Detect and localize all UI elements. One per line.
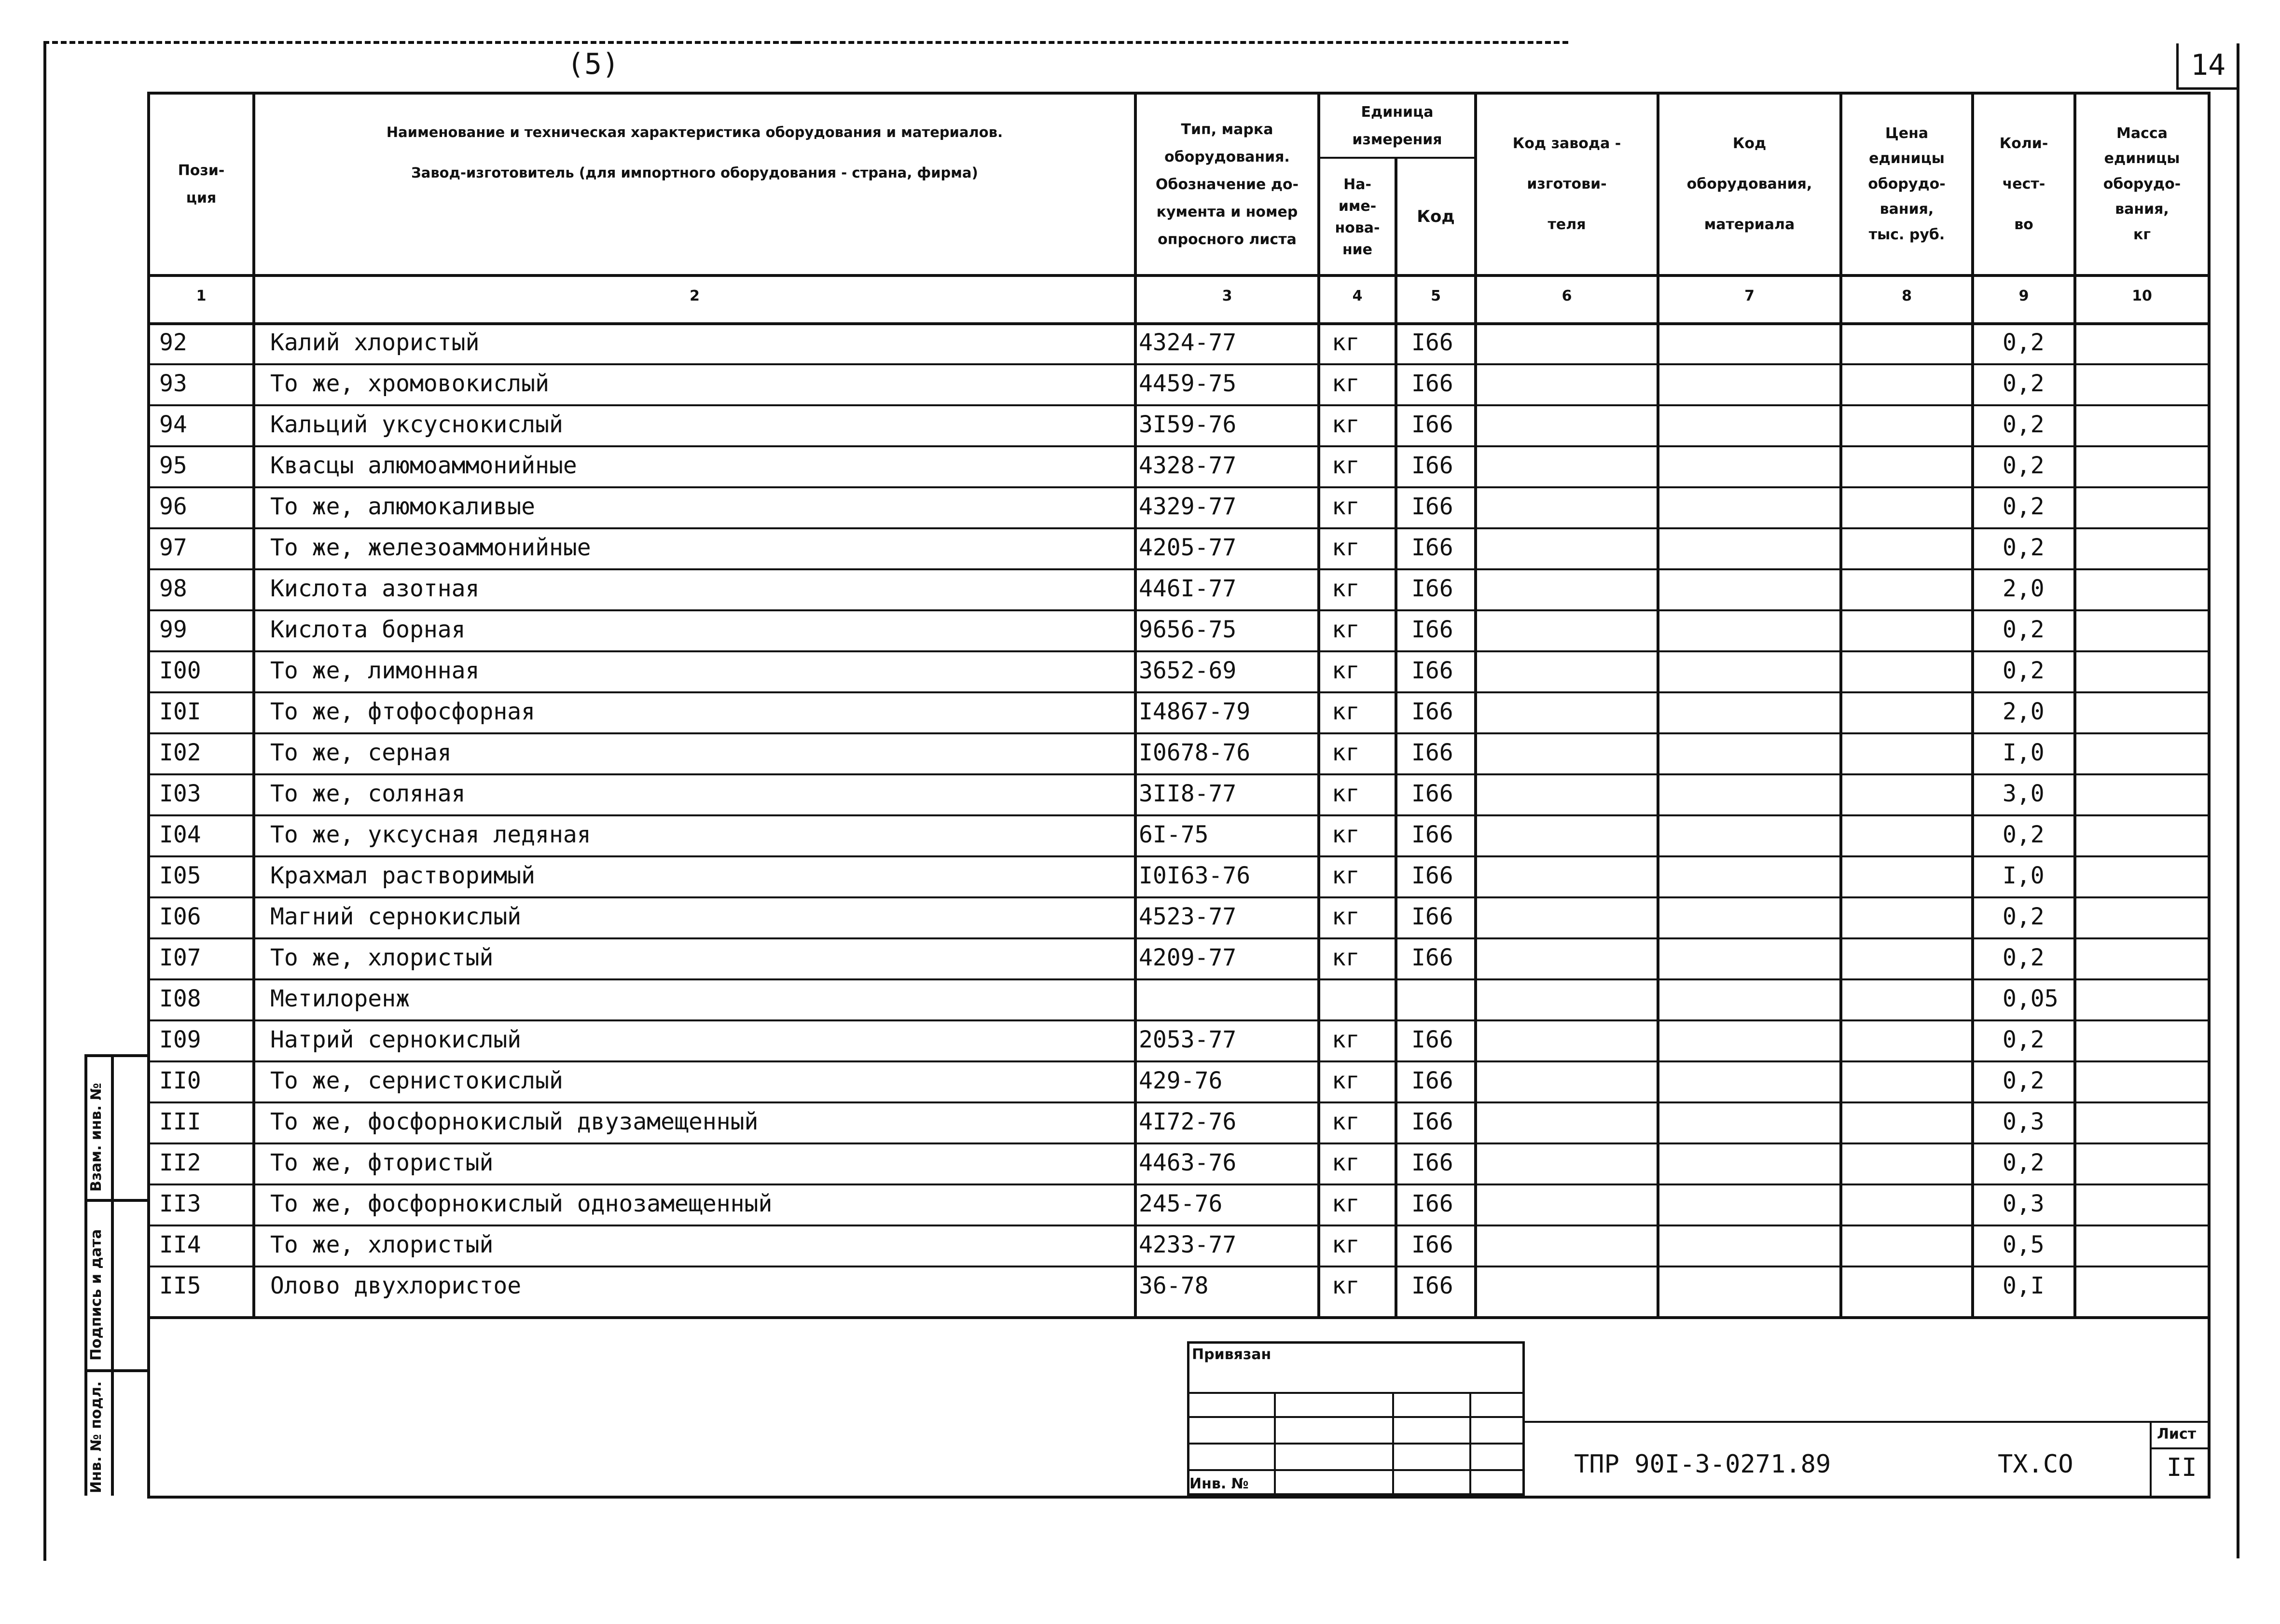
row-quantity: 0,3 — [2003, 1190, 2045, 1217]
row-divider — [147, 814, 2208, 816]
titleblock-sheet-line — [2150, 1447, 2208, 1449]
row-doc: 4328-77 — [1139, 452, 1237, 479]
row-code: I66 — [1411, 1149, 1453, 1176]
row-position: 93 — [159, 370, 187, 397]
header-col3: Тип, марка оборудования. Обозначение до- кумента и номер опросного листа — [1155, 121, 1299, 248]
row-name: То же, хлористый — [270, 944, 494, 971]
row-doc: 3652-69 — [1139, 657, 1237, 684]
row-code: I66 — [1411, 1067, 1453, 1094]
header-col1: Пози- ция — [178, 162, 225, 206]
privyazan-box — [1187, 1341, 1525, 1496]
row-position: I00 — [159, 657, 201, 684]
row-quantity: I,0 — [2003, 739, 2045, 766]
row-divider — [147, 1101, 2208, 1103]
row-name: То же, хромовокислый — [270, 370, 549, 397]
row-divider — [147, 1060, 2208, 1062]
side-stamp-mid — [111, 1054, 114, 1496]
row-doc: 3I59-76 — [1139, 411, 1237, 438]
row-name: Олово двухлористое — [270, 1272, 522, 1299]
col-div-1 — [252, 92, 255, 1316]
row-quantity: 2,0 — [2003, 575, 2045, 602]
frame-left — [43, 41, 46, 1561]
row-position: 94 — [159, 411, 187, 438]
colnum-10: 10 — [2132, 288, 2152, 304]
row-name: То же, лимонная — [270, 657, 480, 684]
frame-top-left — [43, 41, 796, 44]
row-code: I66 — [1411, 575, 1453, 602]
table-bottom — [147, 1316, 2208, 1319]
row-unit: кг — [1332, 1026, 1360, 1053]
row-name: То же, алюмокаливые — [270, 493, 536, 520]
row-unit: кг — [1332, 575, 1360, 602]
row-code: I66 — [1411, 1231, 1453, 1258]
row-doc: 4324-77 — [1139, 329, 1237, 356]
row-quantity: 0,2 — [2003, 657, 2045, 684]
row-unit: кг — [1332, 1272, 1360, 1299]
row-doc: 4205-77 — [1139, 534, 1237, 561]
row-doc: 4329-77 — [1139, 493, 1237, 520]
row-divider — [147, 1266, 2208, 1267]
row-name: Кальций уксуснокислый — [270, 411, 563, 438]
row-name: Калий хлористый — [270, 329, 480, 356]
side-stamp-top — [84, 1054, 147, 1057]
row-divider — [147, 1142, 2208, 1144]
colnum-7: 7 — [1744, 288, 1755, 304]
header-col45: Единица измерения — [1352, 103, 1442, 148]
row-code: I66 — [1411, 780, 1453, 807]
header-col4: На- име- нова- ние — [1335, 176, 1380, 258]
row-name: То же, сернистокислый — [270, 1067, 563, 1094]
colnum-3: 3 — [1222, 288, 1232, 304]
col-div-8 — [1971, 92, 1974, 1316]
row-quantity: 0,2 — [2003, 370, 2045, 397]
row-divider — [147, 855, 2208, 857]
col-div-2 — [1134, 92, 1137, 1316]
row-unit: кг — [1332, 1067, 1360, 1094]
sheet-mark: (5) — [567, 47, 620, 81]
row-name: Магний сернокислый — [270, 903, 522, 930]
row-quantity: 0,2 — [2003, 329, 2045, 356]
row-name: То же, уксусная ледяная — [270, 821, 591, 848]
row-unit: кг — [1332, 944, 1360, 971]
row-position: 98 — [159, 575, 187, 602]
side-label-inv: Инв. № подл. — [88, 1381, 105, 1493]
unit-subheader-line — [1319, 157, 1474, 159]
row-unit: кг — [1332, 534, 1360, 561]
row-name: То же, соляная — [270, 780, 466, 807]
row-code: I66 — [1411, 1026, 1453, 1053]
privyazan-label: Привязан — [1192, 1346, 1271, 1363]
header-col8: Цена единицы оборудо- вания, тыс. руб. — [1868, 124, 1946, 243]
row-divider — [147, 445, 2208, 447]
row-position: I0I — [159, 698, 201, 725]
row-doc: 429-76 — [1139, 1067, 1223, 1094]
row-code: I66 — [1411, 657, 1453, 684]
col-div-5 — [1474, 92, 1477, 1316]
row-unit: кг — [1332, 329, 1360, 356]
side-stamp-div1 — [84, 1199, 147, 1202]
frame-right — [2237, 43, 2239, 1558]
row-unit: кг — [1332, 657, 1360, 684]
page-number: 14 — [2191, 48, 2226, 82]
row-unit: кг — [1332, 1190, 1360, 1217]
row-code: I66 — [1411, 370, 1453, 397]
row-quantity: 0,3 — [2003, 1108, 2045, 1135]
row-code: I66 — [1411, 821, 1453, 848]
privyazan-col3 — [1469, 1392, 1471, 1496]
row-doc: 4209-77 — [1139, 944, 1237, 971]
row-divider — [147, 404, 2208, 406]
row-position: 92 — [159, 329, 187, 356]
row-position: 97 — [159, 534, 187, 561]
colnum-4: 4 — [1352, 288, 1363, 304]
privyazan-line1 — [1187, 1392, 1525, 1394]
row-quantity: 0,5 — [2003, 1231, 2045, 1258]
colnum-8: 8 — [1902, 288, 1912, 304]
section-code: ТХ.СО — [1998, 1450, 2073, 1479]
side-stamp-div2 — [84, 1369, 147, 1372]
row-code: I66 — [1411, 452, 1453, 479]
row-doc: 446I-77 — [1139, 575, 1237, 602]
row-doc: I0678-76 — [1139, 739, 1251, 766]
row-unit: кг — [1332, 1108, 1360, 1135]
row-doc: 4233-77 — [1139, 1231, 1237, 1258]
privyazan-line2 — [1187, 1416, 1525, 1418]
frame-bottom — [147, 1496, 2208, 1499]
row-position: I07 — [159, 944, 201, 971]
row-code: I66 — [1411, 944, 1453, 971]
row-name: То же, железоаммонийные — [270, 534, 591, 561]
row-name: Кислота азотная — [270, 575, 480, 602]
row-unit: кг — [1332, 493, 1360, 520]
row-doc: I4867-79 — [1139, 698, 1251, 725]
row-code: I66 — [1411, 903, 1453, 930]
header-col6: Код завода - изготови- теля — [1512, 135, 1621, 233]
col-div-9 — [2073, 92, 2076, 1316]
row-unit: кг — [1332, 1149, 1360, 1176]
row-position: II5 — [159, 1272, 201, 1299]
row-name: То же, фосфорнокислый двузамещенный — [270, 1108, 759, 1135]
row-quantity: 0,I — [2003, 1272, 2045, 1299]
header-col2: Наименование и техническая характеристика оборудования и материалов. Завод-изготовитель (для импортного оборудования - страна, фирма) — [386, 124, 1003, 181]
row-divider — [147, 568, 2208, 570]
row-quantity: 0,2 — [2003, 411, 2045, 438]
sheet-number: II — [2167, 1453, 2197, 1482]
row-position: II4 — [159, 1231, 201, 1258]
col-div-7 — [1839, 92, 1842, 1316]
titleblock-sheet-div — [2150, 1421, 2152, 1496]
row-code: I66 — [1411, 329, 1453, 356]
row-doc: 4459-75 — [1139, 370, 1237, 397]
row-quantity: 0,2 — [2003, 1026, 2045, 1053]
row-divider — [147, 609, 2208, 611]
privyazan-line3 — [1187, 1443, 1525, 1445]
row-unit: кг — [1332, 370, 1360, 397]
header-col7: Код оборудования, материала — [1686, 135, 1812, 233]
row-code: I66 — [1411, 739, 1453, 766]
row-code: I66 — [1411, 1108, 1453, 1135]
row-unit: кг — [1332, 698, 1360, 725]
side-label-podpis: Подпись и дата — [88, 1229, 105, 1361]
colnum-5: 5 — [1431, 288, 1441, 304]
row-divider — [147, 650, 2208, 652]
header-col10: Масса единицы оборудо- вания, кг — [2103, 124, 2181, 243]
row-unit: кг — [1332, 821, 1360, 848]
row-position: I06 — [159, 903, 201, 930]
row-position: II0 — [159, 1067, 201, 1094]
row-name: Квасцы алюмоаммонийные — [270, 452, 577, 479]
row-position: I02 — [159, 739, 201, 766]
row-name: Метилоренж — [270, 985, 410, 1012]
col-div-6 — [1657, 92, 1659, 1316]
row-unit: кг — [1332, 411, 1360, 438]
row-doc: 2053-77 — [1139, 1026, 1237, 1053]
row-position: I09 — [159, 1026, 201, 1053]
row-position: 99 — [159, 616, 187, 643]
side-stamp-left — [84, 1054, 87, 1496]
row-name: То же, фтористый — [270, 1149, 494, 1176]
row-divider — [147, 1184, 2208, 1185]
row-code: I66 — [1411, 616, 1453, 643]
row-unit: кг — [1332, 862, 1360, 889]
row-position: II3 — [159, 1190, 201, 1217]
sheet-label: Лист — [2157, 1426, 2197, 1443]
row-doc: 4I72-76 — [1139, 1108, 1237, 1135]
row-quantity: 0,2 — [2003, 944, 2045, 971]
row-doc: 9656-75 — [1139, 616, 1237, 643]
table-right — [2208, 92, 2211, 1499]
row-code: I66 — [1411, 698, 1453, 725]
col-div-3 — [1317, 92, 1320, 1316]
row-doc: 3II8-77 — [1139, 780, 1237, 807]
row-divider — [147, 486, 2208, 488]
row-divider — [147, 691, 2208, 693]
row-unit: кг — [1332, 616, 1360, 643]
row-unit: кг — [1332, 1231, 1360, 1258]
frame-top-right — [796, 41, 1568, 44]
row-position: I05 — [159, 862, 201, 889]
row-name: То же, серная — [270, 739, 452, 766]
privyazan-col1 — [1274, 1392, 1276, 1496]
row-position: I03 — [159, 780, 201, 807]
header-bottom — [147, 274, 2208, 277]
row-quantity: 0,05 — [2003, 985, 2059, 1012]
row-divider — [147, 527, 2208, 529]
side-label-vzam: Взам. инв. № — [88, 1083, 105, 1192]
colnum-2: 2 — [690, 288, 700, 304]
row-position: 95 — [159, 452, 187, 479]
row-doc: 4463-76 — [1139, 1149, 1237, 1176]
row-doc: 36-78 — [1139, 1272, 1209, 1299]
row-code: I66 — [1411, 1272, 1453, 1299]
row-quantity: 0,2 — [2003, 903, 2045, 930]
row-quantity: 0,2 — [2003, 1067, 2045, 1094]
row-name: То же, фосфорнокислый однозамещенный — [270, 1190, 773, 1217]
row-divider — [147, 937, 2208, 939]
row-quantity: 0,2 — [2003, 452, 2045, 479]
inv-no-label: Инв. № — [1189, 1475, 1249, 1492]
row-divider — [147, 896, 2208, 898]
row-quantity: 2,0 — [2003, 698, 2045, 725]
row-code: I66 — [1411, 534, 1453, 561]
row-quantity: 0,2 — [2003, 821, 2045, 848]
privyazan-line4 — [1187, 1469, 1525, 1471]
header-col5: Код — [1417, 207, 1455, 227]
row-divider — [147, 732, 2208, 734]
titleblock-top — [1525, 1421, 2208, 1423]
doc-code: ТПР 90I-3-0271.89 — [1574, 1450, 1831, 1479]
row-quantity: 0,2 — [2003, 534, 2045, 561]
row-name: То же, фтофосфорная — [270, 698, 536, 725]
row-unit: кг — [1332, 903, 1360, 930]
row-position: I04 — [159, 821, 201, 848]
row-code: I66 — [1411, 1190, 1453, 1217]
row-unit: кг — [1332, 780, 1360, 807]
row-position: 96 — [159, 493, 187, 520]
row-quantity: 3,0 — [2003, 780, 2045, 807]
row-quantity: 0,2 — [2003, 1149, 2045, 1176]
row-quantity: I,0 — [2003, 862, 2045, 889]
colnum-6: 6 — [1561, 288, 1572, 304]
row-quantity: 0,2 — [2003, 616, 2045, 643]
header-col9: Коли- чест- во — [1999, 135, 2048, 233]
colnum-1: 1 — [196, 288, 207, 304]
row-name: Натрий сернокислый — [270, 1026, 522, 1053]
row-doc: 245-76 — [1139, 1190, 1223, 1217]
row-position: III — [159, 1108, 201, 1135]
row-code: I66 — [1411, 411, 1453, 438]
row-position: II2 — [159, 1149, 201, 1176]
row-code: I66 — [1411, 493, 1453, 520]
row-code: I66 — [1411, 862, 1453, 889]
row-divider — [147, 773, 2208, 775]
row-position: I08 — [159, 985, 201, 1012]
row-unit: кг — [1332, 739, 1360, 766]
row-quantity: 0,2 — [2003, 493, 2045, 520]
row-doc: 6I-75 — [1139, 821, 1209, 848]
row-divider — [147, 978, 2208, 980]
row-divider — [147, 1019, 2208, 1021]
row-name: Кислота борная — [270, 616, 466, 643]
privyazan-col2 — [1392, 1392, 1394, 1496]
row-divider — [147, 1225, 2208, 1226]
row-doc: 4523-77 — [1139, 903, 1237, 930]
colnum-9: 9 — [2018, 288, 2029, 304]
row-divider — [147, 363, 2208, 365]
row-doc: I0I63-76 — [1139, 862, 1251, 889]
row-name: То же, хлористый — [270, 1231, 494, 1258]
row-name: Крахмал растворимый — [270, 862, 536, 889]
row-unit: кг — [1332, 452, 1360, 479]
